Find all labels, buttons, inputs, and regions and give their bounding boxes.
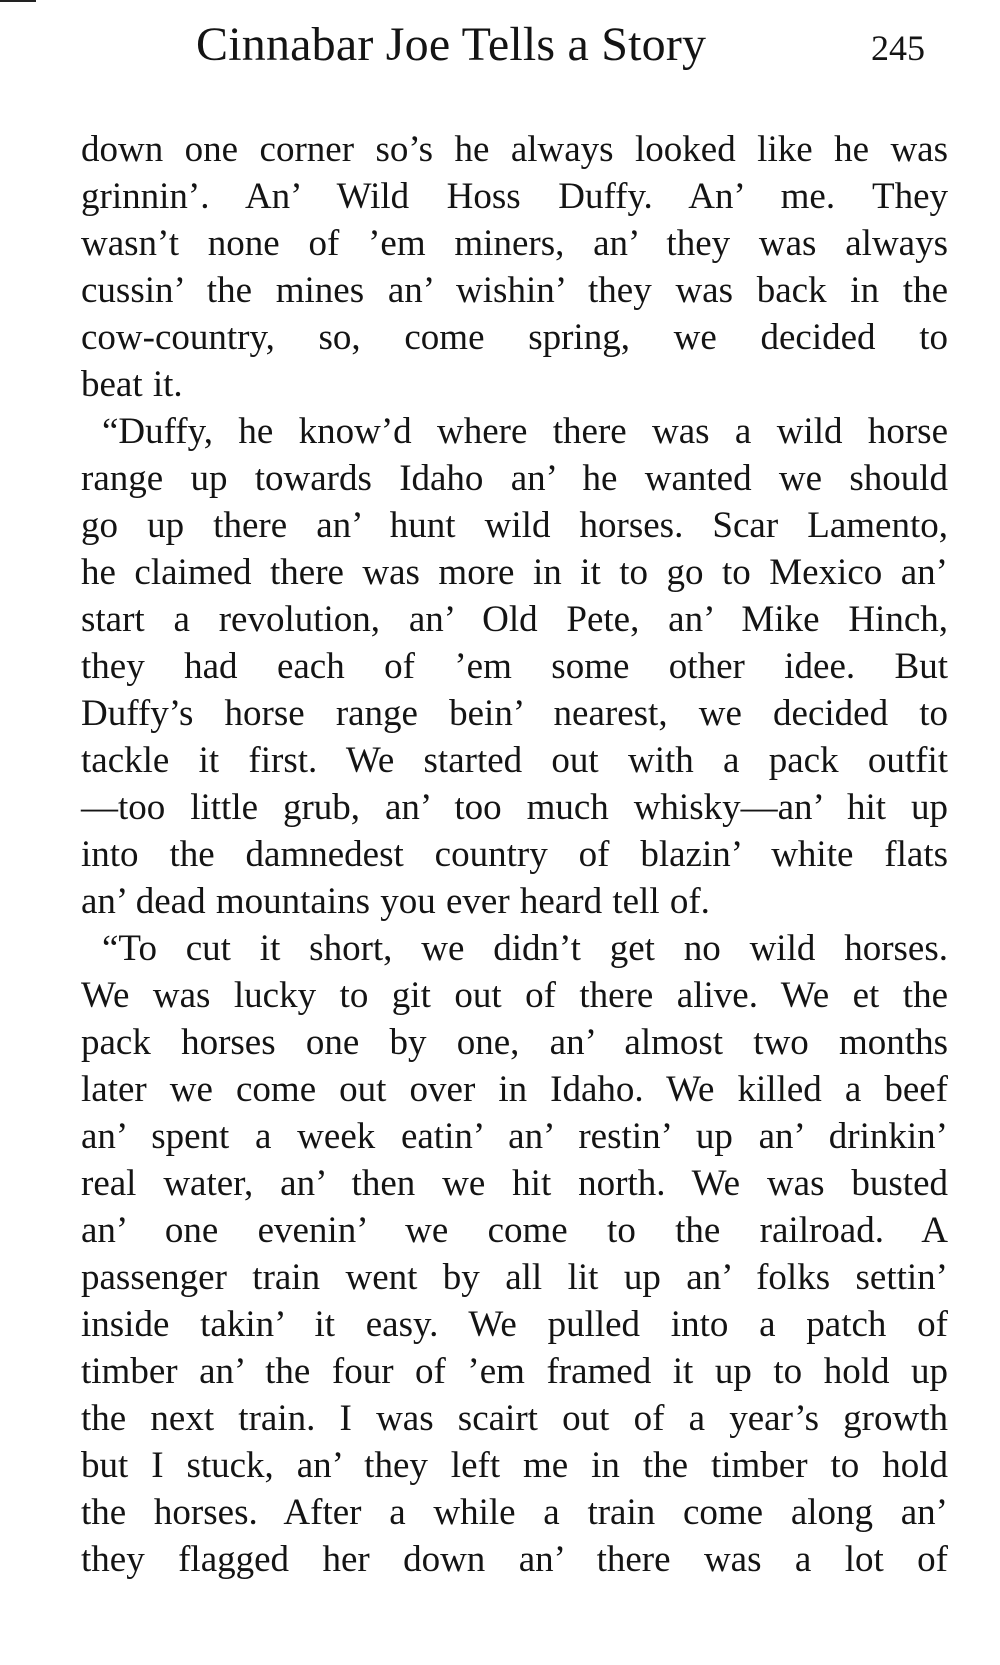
top-edge-mark	[0, 0, 36, 2]
text-line: passenger train went by all lit up an’ folks settin’	[81, 1257, 948, 1298]
text-line: grinnin’. An’ Wild Hoss Duffy. An’ me. They	[81, 176, 948, 217]
text-line: “Duffy, he know’d where there was a wild horse	[102, 411, 948, 452]
text-line: timber an’ the four of ’em framed it up to hold up	[81, 1351, 948, 1392]
text-line: cow-country, so, come spring, we decided to	[81, 317, 948, 358]
text-line: pack horses one by one, an’ almost two months	[81, 1022, 948, 1063]
text-line: cussin’ the mines an’ wishin’ they was back in the	[81, 270, 948, 311]
text-line: but I stuck, an’ they left me in the timber to hold	[81, 1445, 948, 1486]
text-line: the next train. I was scairt out of a year’s growth	[81, 1398, 948, 1439]
text-line: range up towards Idaho an’ he wanted we should	[81, 458, 948, 499]
text-line: inside takin’ it easy. We pulled into a patch of	[81, 1304, 948, 1345]
text-line: an’ one evenin’ we come to the railroad. A	[81, 1210, 948, 1251]
text-line: the horses. After a while a train come along an’	[81, 1492, 948, 1533]
text-line: an’ dead mountains you ever heard tell of.	[81, 881, 710, 922]
text-line: start a revolution, an’ Old Pete, an’ Mike Hinch,	[81, 599, 948, 640]
text-line: later we come out over in Idaho. We killed a beef	[81, 1069, 948, 1110]
body-text	[81, 126, 948, 1583]
running-title: Cinnabar Joe Tells a Story	[196, 18, 707, 71]
text-line: We was lucky to git out of there alive. We et the	[81, 975, 948, 1016]
text-line: an’ spent a week eatin’ an’ restin’ up an’ drinkin’	[81, 1116, 948, 1157]
text-line: real water, an’ then we hit north. We was busted	[81, 1163, 948, 1204]
text-line: down one corner so’s he always looked like he was	[81, 129, 948, 170]
text-line: into the damnedest country of blazin’ white flats	[81, 834, 948, 875]
text-line: wasn’t none of ’em miners, an’ they was always	[81, 223, 948, 264]
text-line: he claimed there was more in it to go to Mexico an’	[81, 552, 948, 593]
text-line: tackle it first. We started out with a pack outfit	[81, 740, 948, 781]
text-line: Duffy’s horse range bein’ nearest, we decided to	[81, 693, 948, 734]
text-line: they flagged her down an’ there was a lot of	[81, 1539, 948, 1580]
text-line: beat it.	[81, 364, 183, 405]
text-line: “To cut it short, we didn’t get no wild horses.	[102, 928, 948, 969]
text-line: they had each of ’em some other idee. But	[81, 646, 948, 687]
text-line: —too little grub, an’ too much whisky—an’ hit up	[81, 787, 948, 828]
text-line: go up there an’ hunt wild horses. Scar Lamento,	[81, 505, 948, 546]
page-number: 245	[871, 28, 925, 68]
